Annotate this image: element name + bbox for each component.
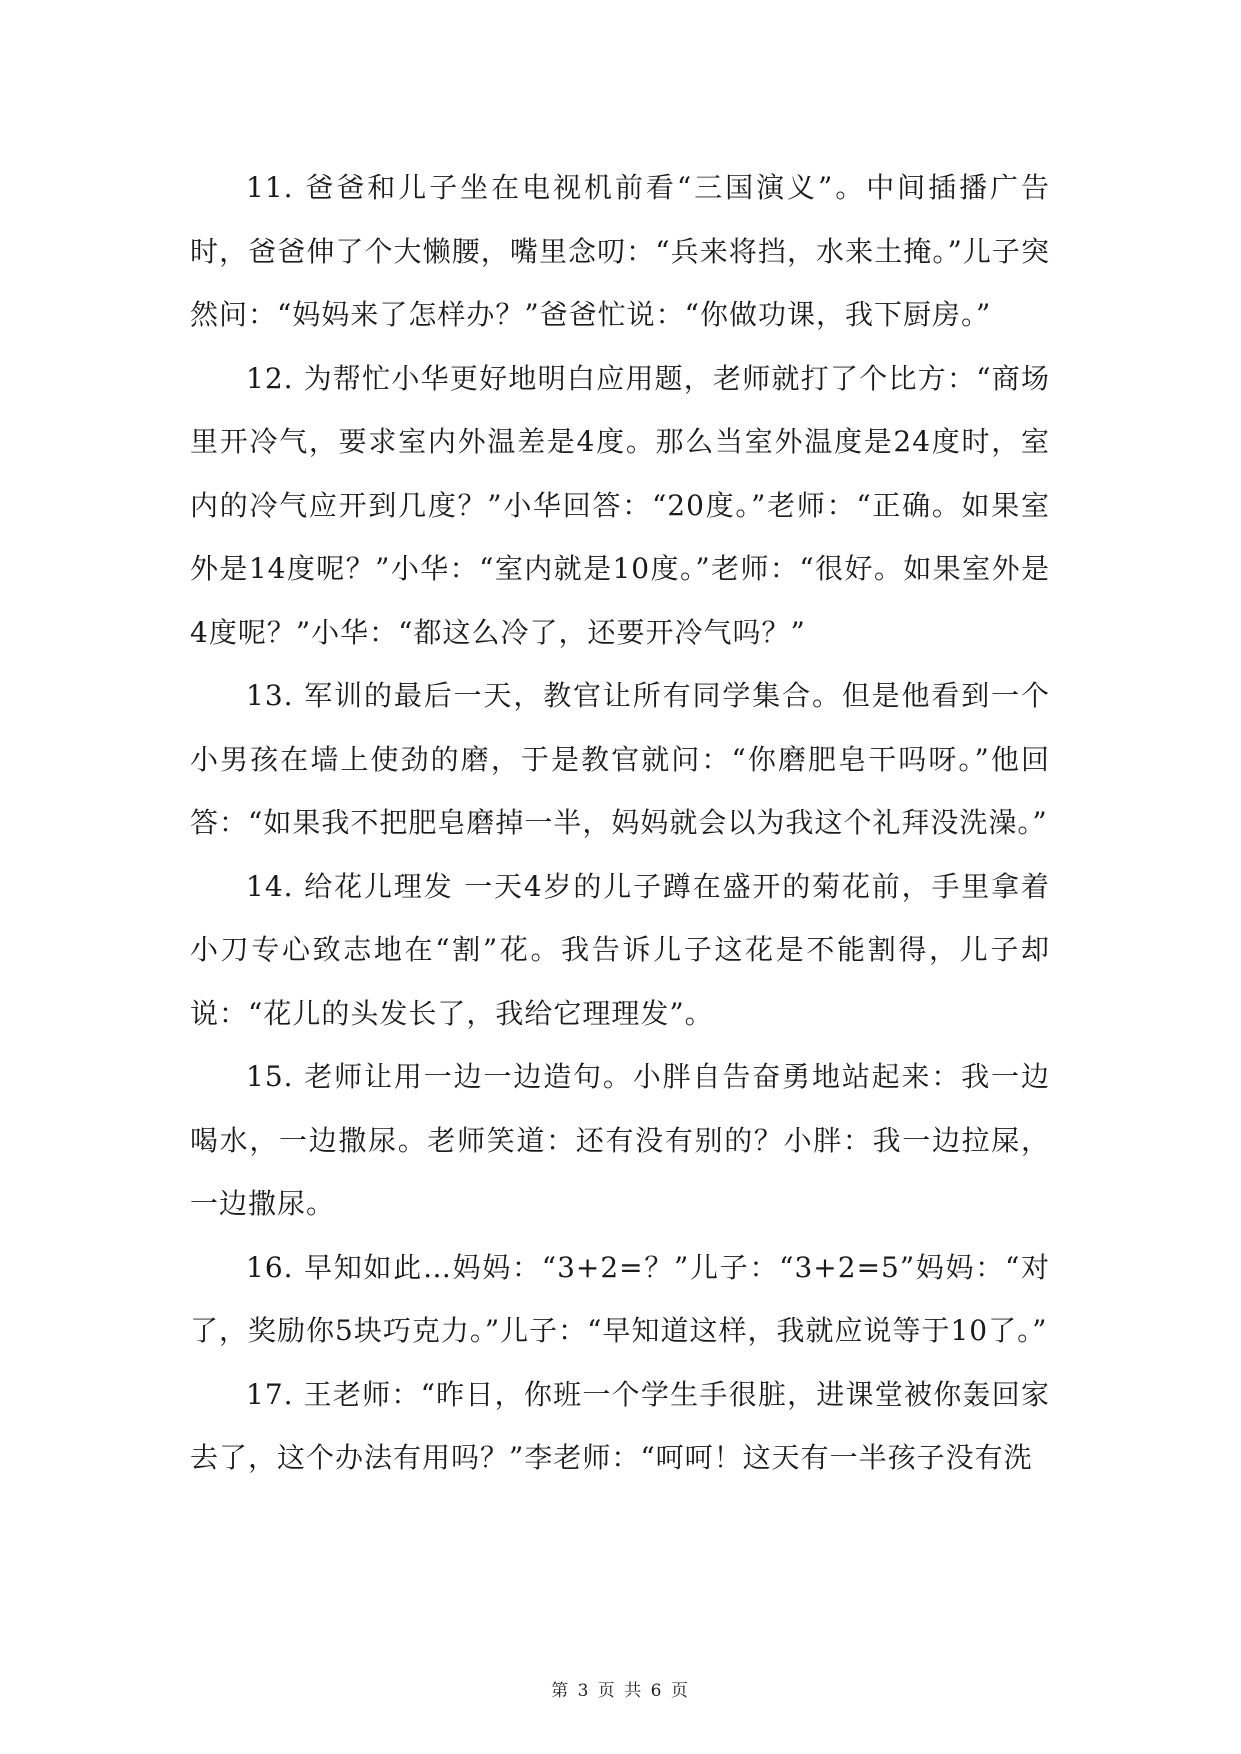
page-number: 第 3 页 共 6 页	[551, 1681, 690, 1701]
paragraph-16: 16. 早知如此…妈妈：“3+2=？”儿子：“3+2=5”妈妈：“对了，奖励你5块巧克力。”儿子：“早知道这样，我就应说等于10了。”	[190, 1250, 1050, 1347]
paragraph-13: 13. 军训的最后一天，教官让所有同学集合。但是他看到一个小男孩在墙上使劲的磨，于是教官就问：“你磨肥皂干吗呀。”他回答：“如果我不把肥皂磨掉一半，妈妈就会以为我这个礼拜没洗澡。”	[190, 679, 1050, 839]
document-body	[190, 156, 1050, 1490]
paragraph-11: 11. 爸爸和儿子坐在电视机前看“三国演义”。中间插播广告时，爸爸伸了个大懒腰，嘴里念叨：“兵来将挡，水来土掩。”儿子突然问：“妈妈来了怎样办？”爸爸忙说：“你做功课，我下厨房。”	[190, 171, 1050, 331]
paragraph-12: 12. 为帮忙小华更好地明白应用题，老师就打了个比方：“商场里开冷气，要求室内外温差是4度。那么当室外温度是24度时，室内的冷气应开到几度？”小华回答：“20度。”老师：“正确。如果室外是14度呢？”小华：“室内就是10度。”老师：“很好。如果室外是4度呢？”小华：“都这么冷了，还要开冷气吗？”	[190, 361, 1050, 649]
paragraph-15: 15. 老师让用一边一边造句。小胖自告奋勇地站起来：我一边喝水，一边撒尿。老师笑道：还有没有别的？小胖：我一边拉屎，一边撒尿。	[190, 1060, 1050, 1220]
paragraph-14: 14. 给花儿理发 一天4岁的儿子蹲在盛开的菊花前，手里拿着小刀专心致志地在“割”花。我告诉儿子这花是不能割得，儿子却说：“花儿的头发长了，我给它理理发”。	[190, 869, 1050, 1030]
paragraph-17: 17. 王老师：“昨日，你班一个学生手很脏，进课堂被你轰回家去了，这个办法有用吗？”李老师：“呵呵！这天有一半孩子没有洗	[190, 1377, 1050, 1474]
